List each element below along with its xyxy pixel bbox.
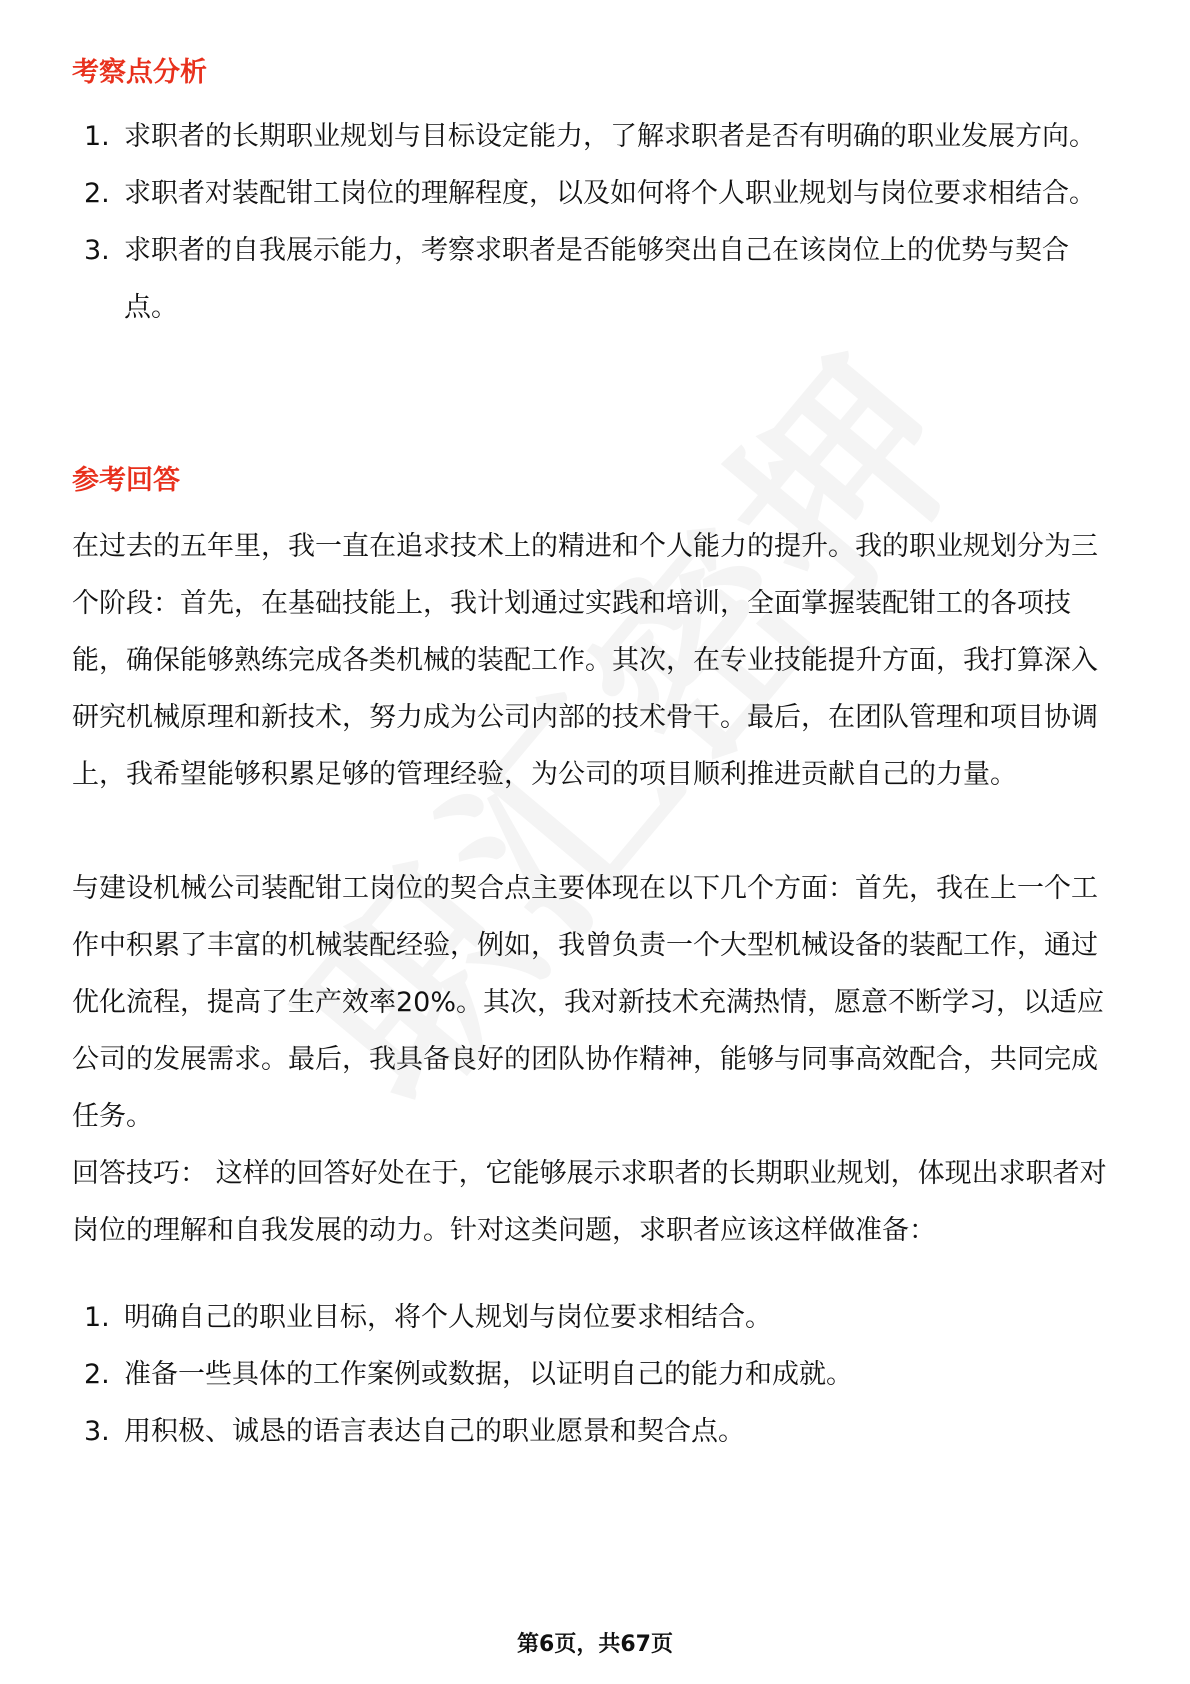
tips-list xyxy=(72,1289,1117,1460)
list-number: 2. xyxy=(84,178,110,209)
list-number: 3. xyxy=(84,1416,110,1447)
list-text: 求职者的自我展示能力，考察求职者是否能够突出自己在该岗位上的优势与契合点。 xyxy=(124,235,1069,323)
list-number: 3. xyxy=(84,235,110,266)
list-text: 准备一些具体的工作案例或数据，以证明自己的能力和成就。 xyxy=(124,1359,853,1390)
list-number: 1. xyxy=(84,1302,110,1333)
answer-paragraph-2: 与建设机械公司装配钳工岗位的契合点主要体现在以下几个方面：首先，我在上一个工作中积累了丰富的机械装配经验，例如，我曾负责一个大型机械设备的装配工作，通过优化流程，提高了生产效率20%。其次，我对新技术充满热情，愿意不断学习，以适应公司的发展需求。最后，我具备良好的团队协作精神，能够与同事高效配合，共同完成任务。 xyxy=(72,873,1105,1132)
list-item xyxy=(72,165,1117,222)
list-text: 求职者对装配钳工岗位的理解程度，以及如何将个人职业规划与岗位要求相结合。 xyxy=(124,178,1096,209)
analysis-heading: 考察点分析 xyxy=(72,57,207,88)
list-text: 求职者的长期职业规划与目标设定能力，了解求职者是否有明确的职业发展方向。 xyxy=(124,121,1096,152)
list-text: 用积极、诚恳的语言表达自己的职业愿景和契合点。 xyxy=(124,1416,745,1447)
list-item xyxy=(72,222,1117,336)
list-item xyxy=(72,1346,1117,1403)
list-text: 明确自己的职业目标，将个人规划与岗位要求相结合。 xyxy=(124,1302,772,1333)
list-item xyxy=(72,1289,1117,1346)
list-number: 2. xyxy=(84,1359,110,1390)
answer-paragraph-1: 在过去的五年里，我一直在追求技术上的精进和个人能力的提升。我的职业规划分为三个阶段：首先，在基础技能上，我计划通过实践和培训，全面掌握装配钳工的各项技能，确保能够熟练完成各类机械的装配工作。其次，在专业技能提升方面，我打算深入研究机械原理和新技术，努力成为公司内部的技术骨干。最后，在团队管理和项目协调上，我希望能够积累足够的管理经验，为公司的项目顺利推进贡献自己的力量。 xyxy=(72,531,1098,790)
list-item xyxy=(72,108,1117,165)
list-item xyxy=(72,1403,1117,1460)
answer-heading: 参考回答 xyxy=(72,465,180,496)
list-number: 1. xyxy=(84,121,110,152)
answer-tips: 回答技巧： 这样的回答好处在于，它能够展示求职者的长期职业规划，体现出求职者对岗位的理解和自我发展的动力。针对这类问题，求职者应该这样做准备： xyxy=(72,1158,1107,1246)
analysis-list xyxy=(72,108,1117,336)
page-number: 第6页，共67页 xyxy=(517,1632,673,1657)
